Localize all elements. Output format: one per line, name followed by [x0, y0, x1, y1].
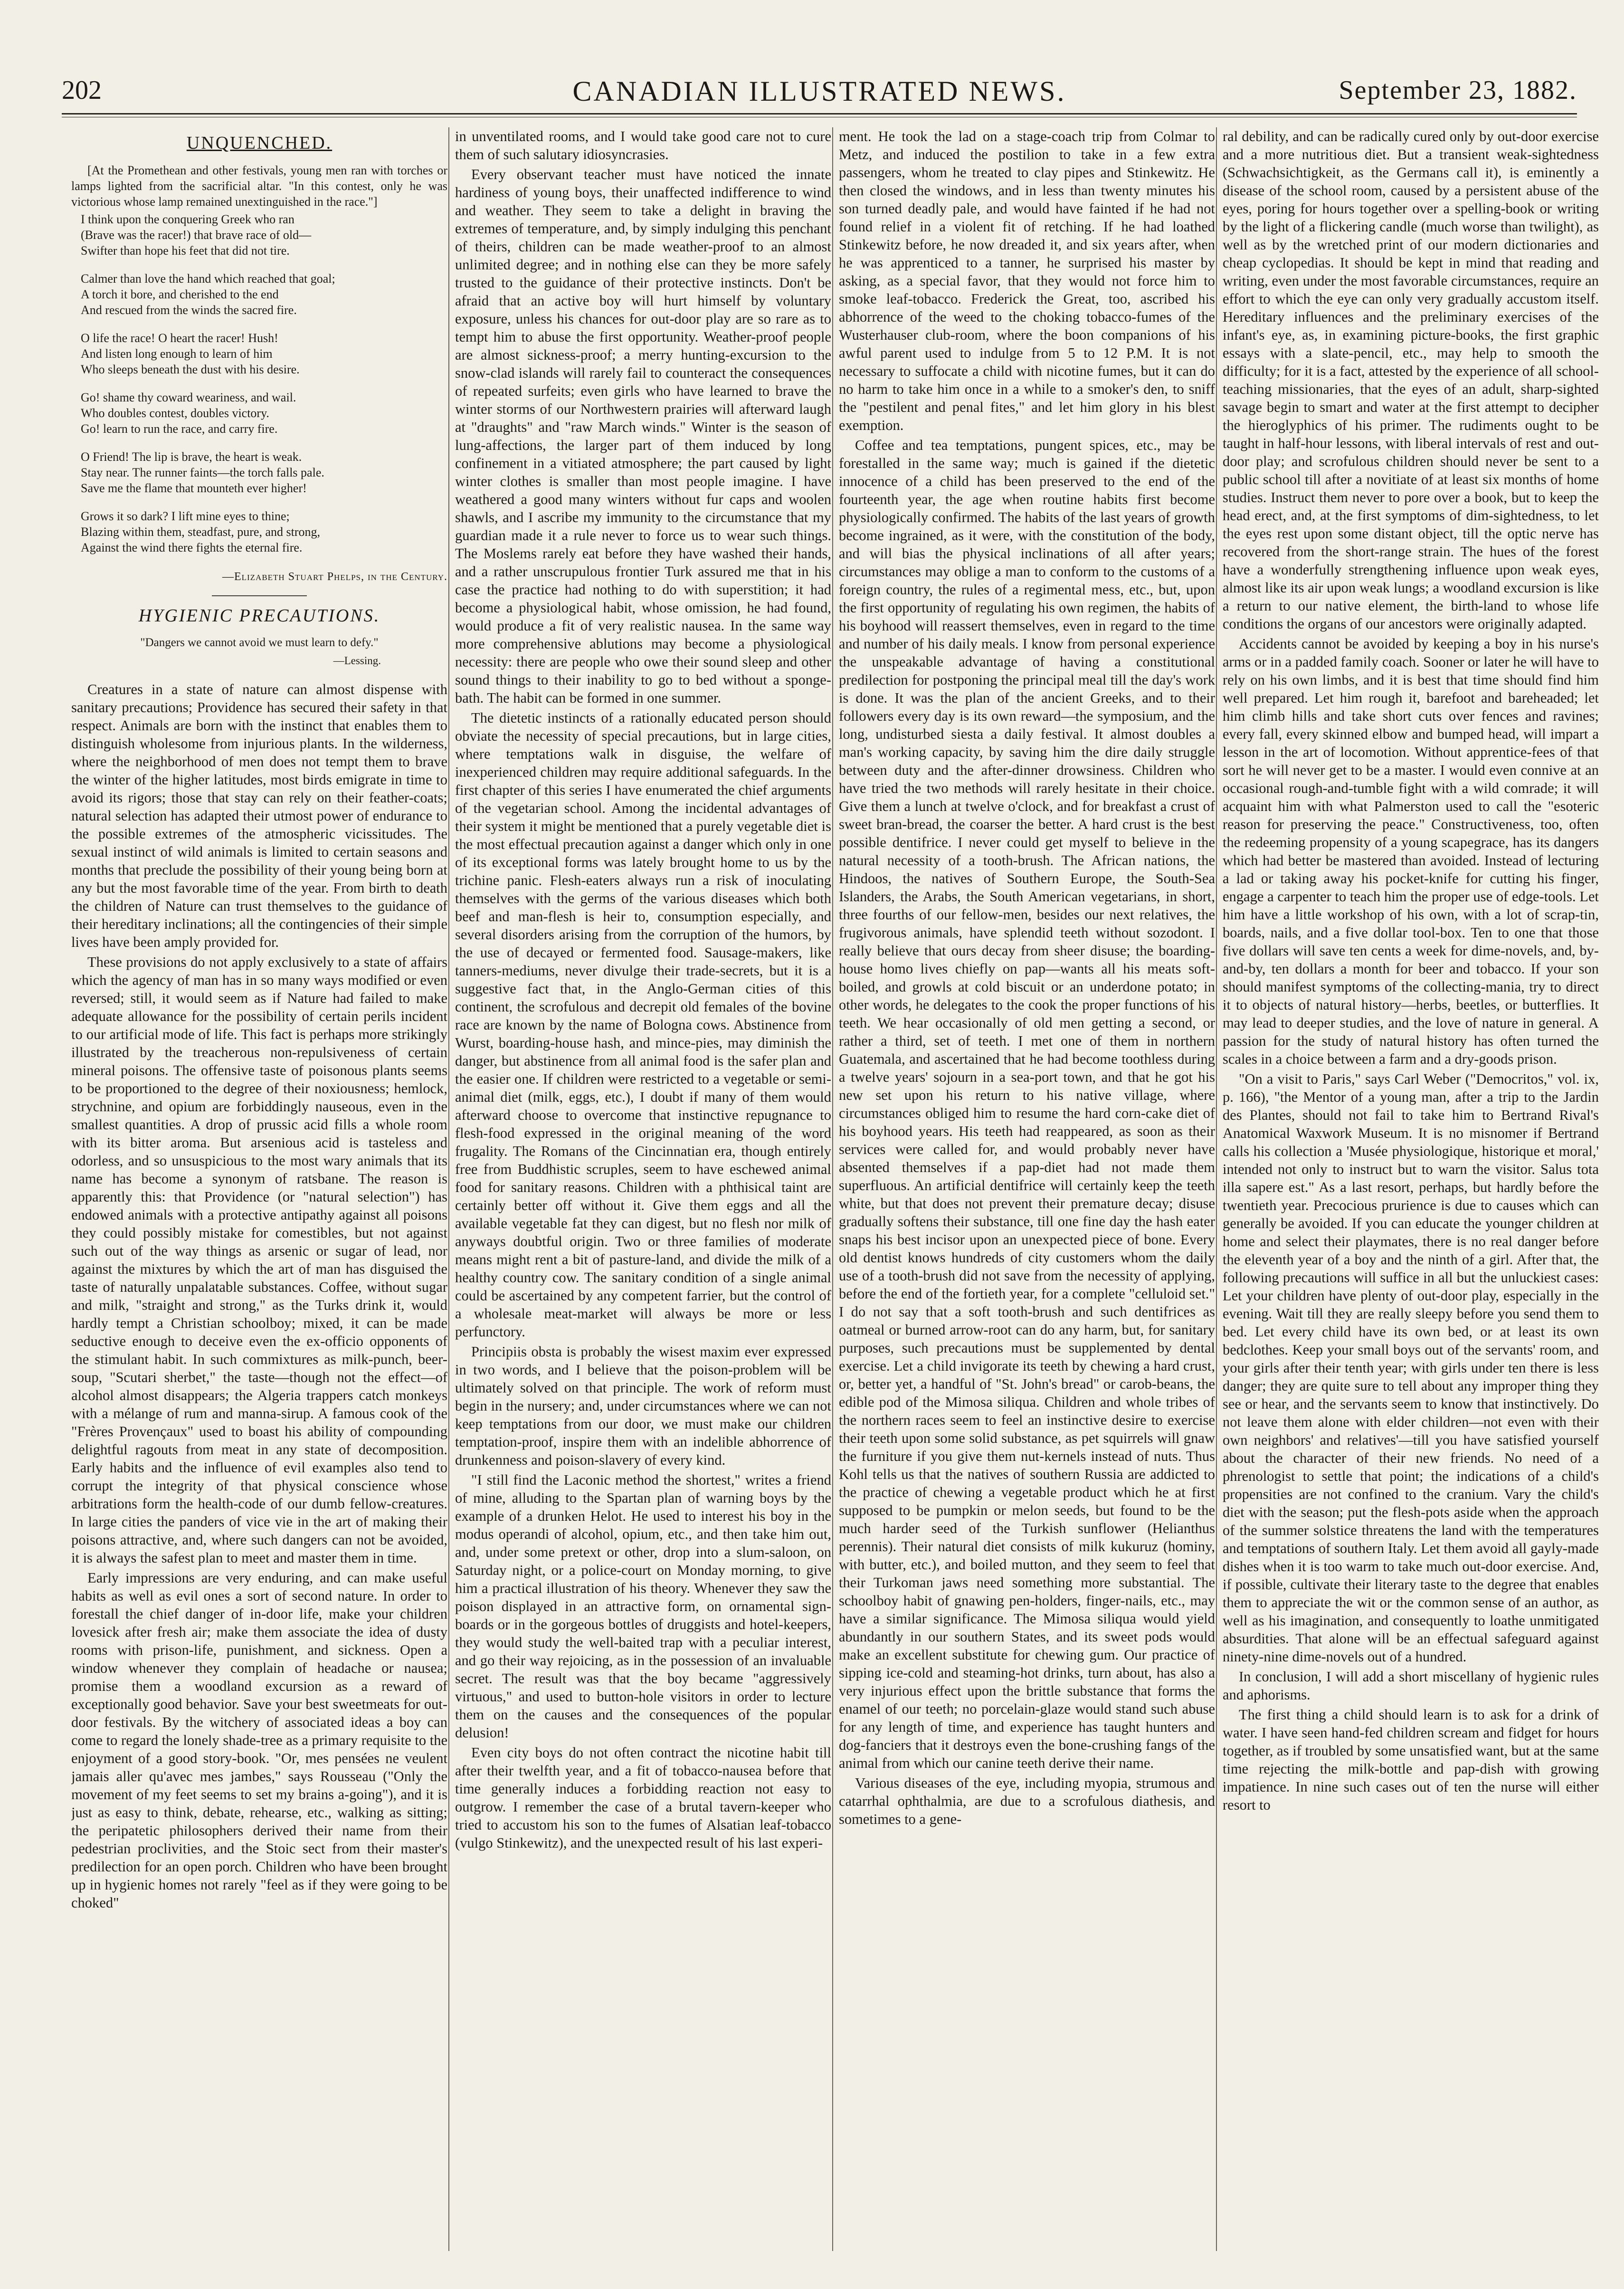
article-paragraph: Early impressions are very enduring, and can make useful habits as well as evil ones a sort of second nature. In order to forestall the chief danger of in-door life, make your children lovesick after fresh air; make them associate the idea of dusty rooms with prison-life, punishment, and sickness. Open a window whenever they complain of headache or nausea; promise them a woodland excursion as a reward of exceptionally good behavior. Save your best sweetmeats for out-door festivals. By the witchery of associated ideas a boy can come to regard the lonely shade-tree as a primary requisite to the enjoyment of a good story-book. "Or, mes pensées ne veulent jamais aller qu'avec mes jambes," says Rousseau ("Only the movement of my feet seems to set my brains a-going"), and it is just as easy to think, debate, rehearse, etc., walking as sitting; the peripatetic philosophers derived their name from their pedestrian proclivities, and the Stoic sect from their master's predilection for an open porch. Children who have been brought up in hygienic homes not rarely "feel as if they were going to be choked" — [71, 1570, 447, 1911]
poem-line: O Friend! The lip is brave, the heart is weak. — [81, 450, 302, 464]
epigraph-author: —Lessing. — [333, 655, 381, 667]
poem-line: Stay near. The runner faints—the torch falls pale. — [81, 466, 324, 479]
column-1 — [71, 127, 447, 2251]
poem-stanza — [71, 271, 447, 318]
header-rule — [62, 113, 1577, 114]
masthead-title: CANADIAN ILLUSTRATED NEWS. — [572, 76, 1066, 107]
article-paragraph: The dietetic instincts of a rationally educated person should obviate the necessity of special precautions, but in large cities, where temptations walk in disguise, the welfare of inexperienced children may require additional safeguards. In the first chapter of this series I have enumerated the chief arguments of the vegetarian school. Among the incidental advantages of their system it might be mentioned that a purely vegetable diet is the most effectual precaution against a danger which only in one of its exceptional forms was lately brought home to us by the trichine panic. Flesh-eaters always run a risk of inoculating themselves with the germs of the various diseases which both beef and man-flesh is heir to, consumption especially, and several disorders arising from the corruption of the humors, by the use of decayed or fermented food. Sausage-makers, like tanners-mediums, never divulge their trade-secrets, but it is a suggestive fact that, in the Anglo-German cities of this continent, the scrofulous and decrepit old females of the bovine race are known by the name of Bologna cows. Abstinence from Wurst, boarding-house hash, and mince-pies, may diminish the danger, but abstinence from all animal food is the safer plan and the easier one. If children were restricted to a vegetable or semi-animal diet (milk, eggs, etc.), I doubt if many of them would afterward choose to overcome that instinctive repugnance to flesh-food expressed in the original meaning of the word frugality. The Romans of the Cincinnatian era, though entirely free from Buddhistic scruples, seem to have eschewed animal food for sanitary reasons. Children with a phthisical taint are certainly better off without it. Give them eggs and all the available vegetable fat they can digest, but no flesh nor milk of anyways doubtful origin. Two or three families of moderate means might rent a bit of pasture-land, and divide the milk of a healthy country cow. The sanitary condition of a single animal could be ascertained by any competent farrier, but the control of a wholesale meat-market will always be more or less perfunctory. — [455, 710, 831, 1340]
column-2 — [455, 127, 831, 2251]
poem-stanza — [71, 211, 447, 258]
article-paragraph: ment. He took the lad on a stage-coach trip from Colmar to Metz, and induced the postilion to take in a few extra passengers, whom he treated to clay pipes and Stinkewitz. He then closed the windows, and in less than twenty minutes his son turned deadly pale, and would have fainted if he had not found relief in a violent fit of retching. If he had loathed Stinkewitz before, he now dreaded it, and six years after, when he was apprenticed to a tanner, he surprised his master by asking, as a special favor, that they would not force him to smoke leaf-tobacco. Frederick the Great, too, ascribed his abhorrence of the weed to the choking tobacco-fumes of the Wusterhauser club-room, where the boon companions of his awful parent used to indulge from 5 to 12 P.M. It is not necessary to suffocate a child with nicotine fumes, but it can do no harm to take him once in a while to a smoker's den, to sniff the "pestilent and penal fites," and let him glory in his blest exemption. — [839, 128, 1215, 433]
poem-line: Go! learn to run the race, and carry fire. — [81, 422, 278, 436]
article-paragraph: Accidents cannot be avoided by keeping a boy in his nurse's arms or in a padded family coach. Sooner or later he will have to rely on his own limbs, and it is best that time should find him well prepared. Let him rough it, barefoot and bareheaded; let him climb hills and take short cuts over fences and ravines; every fall, every skinned elbow and bumped head, will impart a lesson in the art of locomotion. Without apprentice-fees of that sort he will never get to be a master. I would even connive at an occasional rough-and-tumble fight with a wild comrade; it will acquaint him with what Palmerston used to call the "esoteric reason for preserving the peace." Constructiveness, too, often the redeeming propensity of a young scapegrace, has its dangers which had better be mastered than avoided. Instead of lecturing a lad or taking away his pocket-knife for cutting his finger, engage a carpenter to teach him the proper use of edge-tools. Let him have a little workshop of his own, with a lot of scrap-tin, boards, nails, and a five dollar tool-box. Ten to one that those five dollars will save ten cents a week for dime-novels, and, by-and-by, ten dollars a month for beer and tobacco. If your son should manifest symptoms of the collecting-mania, try to direct it to objects of natural history—herbs, beetles, or butterflies. It may lead to deeper studies, and the love of nature in general. A passion for the study of natural history has often turned the scales in a choice between a farm and a dry-goods prison. — [1223, 636, 1599, 1067]
article-paragraph: in unventilated rooms, and I would take good care not to cure them of such salutary idiosyncrasies. — [455, 128, 831, 162]
poem-stanza — [71, 449, 447, 496]
poem-line: Against the wind there fights the eternal fire. — [81, 541, 303, 554]
column-divider — [448, 127, 449, 2251]
poem-line: And listen long enough to learn of him — [81, 347, 273, 361]
article-title: HYGIENIC PRECAUTIONS. — [138, 606, 380, 626]
poem-stanza — [71, 508, 447, 555]
poem-line: Save me the flame that mounteth ever higher! — [81, 481, 307, 495]
article-paragraph: Even city boys do not often contract the nicotine habit till after their twelfth year, and a fit of tobacco-nausea before that time generally induces a forbidding reaction not easy to outgrow. I remember the case of a brutal tavern-keeper who tried to accustom his son to the fumes of Alsatian leaf-tobacco (vulgo Stinkewitz), and the unexpected result of his last experi- — [455, 1745, 831, 1851]
article-paragraph: Coffee and tea temptations, pungent spices, etc., may be forestalled in the same way; much is gained if the dietetic innocence of a child has been preserved to the end of the fourteenth year, the age when routine habits first become physiologically confirmed. The habits of the last years of growth become ingrained, as it were, with the constitution of the body, and will bias the physical inclinations of all after years; circumstances may oblige a man to conform to the customs of a foreign country, the rules of a regimental mess, etc., but, upon the first opportunity of regulating his own regimen, the habits of his boyhood will reassert themselves, even in regard to the time and number of his daily meals. I know from personal experience the unspeakable advantage of having a constitutional predilection for postponing the principal meal till the day's work is done. It was the plan of the ancient Greeks, and to their followers every day is its own reward—the symposium, and the long, undisturbed siesta a daily festival. It almost doubles a man's working capacity, by saving him the dire daily struggle between duty and the after-dinner drowsiness. Children who have tried the two methods will rarely hesitate in their choice. Give them a lunch at twelve o'clock, and for breakfast a crust of sweet bran-bread, the coarser the better. A hard crust is the best possible dentifrice. I never could get myself to believe in the natural necessity of a tooth-brush. The African nations, the Hindoos, the natives of Southern Europe, the South-Sea Islanders, the Arabs, the South American vegetarians, in short, three fourths of our fellow-men, besides our next relatives, the frugivorous animals, have splendid teeth without sozodont. I really believe that ours decay from sheer disuse; the boarding-house homo lives chiefly on pap—wants all his meats soft-boiled, and growls at cold biscuit or an underdone potato; in other words, he delegates to the cook the proper functions of his teeth. We hear occasionally of old men getting a second, or rather a third, set of teeth. I met one of them in northern Guatemala, and ascertained that he had become toothless during a twelve years' sojourn in a sea-port town, and that he got his new set upon his return to his native village, where circumstances obliged him to resume the hard corn-cake diet of his boyhood years. His teeth had reappeared, as soon as their services were called for, and would probably never have absented themselves if a pap-diet had not made them superfluous. An artificial dentifrice will certainly keep the teeth white, but that does not prevent their premature decay; disuse gradually softens their substance, till one fine day the hash eater snaps his best incisor upon an unexpected piece of bone. Every old dentist knows hundreds of city customers whom the daily use of a tooth-brush did not save from the necessity of applying, before the end of the fortieth year, for a complete "celluloid set." I do not say that a soft tooth-brush and such dentifrices as oatmeal or burned arrow-root can do any harm, but, for sanitary purposes, such precautions must be supplemented by dental exercise. Let a child invigorate its teeth by chewing a hard crust, or, better yet, a handful of "St. John's bread" or carob-beans, the edible pod of the Mimosa siliqua. Children and whole tribes of the northern races seem to feel an instinctive desire to exercise their teeth upon some solid substance, as pet squirrels will gnaw the furniture if you give them nut-kernels instead of nuts. Thus Kohl tells us that the natives of southern Russia are addicted to the practice of chewing a vegetable product which he at first supposed to be pumpkin or melon seeds, but found to be the much harder seed of the Turkish sunflower (Helianthus perennis). Their natural diet consists of milk kukuruz (hominy, with butter, etc.), and boiled mutton, and they seem to feel that their Turkoman jaws need something more substantial. The schoolboy habit of gnawing pen-holders, finger-nails, etc., may have a similar significance. The Mimosa siliqua would yield abundantly in our southern States, and its sweet pods would make an excellent substitute for chewing gum. Our practice of sipping ice-cold and steaming-hot drinks, turn about, has also a very injurious effect upon the brittle substance that forms the enamel of our teeth; no porcelain-glaze would stand such abuse for any length of time, and experience has taught hunters and dog-fanciers that it destroys even the bone-crushing fangs of the animal from which our canine teeth derive their name. — [839, 437, 1215, 1771]
poem-title: UNQUENCHED. — [186, 133, 332, 153]
column-divider — [1216, 127, 1217, 2251]
column-4 — [1223, 127, 1599, 2251]
article-paragraph: "I still find the Laconic method the shortest," writes a friend of mine, alluding to the Spartan plan of warning boys by the example of a drunken Helot. He used to interest his boy in the modus operandi of alcohol, opium, etc., and then take him out, and, under some pretext or other, drop into a slum-saloon, on Saturday night, or a police-court on Monday morning, to give him a practical illustration of his theory. Whenever they saw the poison displayed in an attractive form, on ornamental sign-boards or in the gorgeous bottles of druggists and hotel-keepers, they would study the well-baited trap with a peculiar interest, and go their way rejoicing, as in the possession of an invaluable secret. The result was that the boy became "aggressively virtuous," and used to button-hole visitors in order to lecture them on the causes and the consequences of the popular delusion! — [455, 1472, 831, 1741]
article-paragraph: These provisions do not apply exclusively to a state of affairs which the agency of man has in so many ways modified or even reversed; still, it would seem as if Nature had failed to make adequate allowance for the possibility of certain perils incident to our artificial mode of life. This fact is perhaps more strikingly illustrated by the treacherous non-repulsiveness of certain mineral poisons. The offensive taste of poisonous plants seems to be proportioned to the degree of their noxiousness; hemlock, strychnine, and opium are forbiddingly nauseous, even in the smallest quantities. A drop of prussic acid fills a whole room with its bitter aroma. But arsenious acid is tasteless and odorless, and so unsuspicious to the most wary animals that its name has become a synonym of ratsbane. The reason is apparently this: that Providence (or "natural selection") has endowed animals with a protective antipathy against all poisons they could possibly mistake for comestibles, but not against such out of the way things as arsenic or sugar of lead, nor against the mixtures by which the art of man has disguised the taste of naturally unpalatable substances. Coffee, without sugar and milk, "straight and strong," as the Turks drink it, would hardly tempt a Christian schoolboy; mixed, it can be made seductive enough to deceive even the ex-officio opponents of the stimulant habit. In such commixtures as milk-punch, beer-soup, "Scutari sherbet," the taste—though not the effect—of alcohol almost disappears; the Algeria trappers catch monkeys with a mélange of rum and manna-sirup. A famous cook of the "Frères Provençaux" used to boast his ability of compounding delightful ragouts from meat in any state of decomposition. Early habits and the influence of evil examples also tend to corrupt the integrity of that physical conscience whose arbitrations form the health-code of our dumb fellow-creatures. In large cities the panders of vice vie in the art of making their poisons attractive, and, where such dangers can not be avoided, it is always the safest plan to meet and master them in time. — [71, 954, 447, 1566]
poem-stanza — [71, 390, 447, 437]
article-epigraph: "Dangers we cannot avoid we must learn to defy." — [140, 636, 379, 649]
article-paragraph: "On a visit to Paris," says Carl Weber ("Democritos," vol. ix, p. 166), "the Mentor of a young man, after a trip to the Jardin des Plantes, should not fail to take him to Bertrand Rival's Anatomical Waxwork Museum. It is no misnomer if Bertrand calls his collection a 'Musée physiologique, historique et moral,' intended not only to instruct but to warn the visitor. Salus tota illa sapere est." As a last resort, perhaps, but hardly before the twentieth year. Precocious prurience is due to causes which can generally be avoided. If you can educate the younger children at home and select their playmates, there is no real danger before the eleventh year of a boy and the ninth of a girl. After that, the following precautions will suffice in all but the unluckiest cases: Let your children have plenty of out-door play, especially in the evening. Wait till they are really sleepy before you send them to bed. Let every child have its own bed, or at least its own bedclothes. Keep your small boys out of the servants' room, and your girls after their tenth year; with girls under ten there is less danger; they are quite sure to tell about any improper thing they see or hear, and the servants seem to know that instinctively. Do not leave them alone with elder children—not even with their own neighbors' and relatives'—till you have satisfied yourself about the character of their new friends. No need of a phrenologist to settle that point; the indications of a child's propensities are not confined to the cranium. Vary the child's diet with the season; put the flesh-pots aside when the approach of the summer solstice threatens the land with the temperatures and temptations of southern Italy. Let them avoid all gayly-made dishes when it is too warm to take much out-door exercise. And, if possible, cultivate their literary taste to the degree that enables them to appreciate the wit or the common sense of an author, as well as his imagination, and consequently to loathe unmitigated absurdities. That alone will be an effectual safeguard against ninety-nine dime-novels out of a hundred. — [1223, 1071, 1599, 1665]
section-divider — [212, 595, 307, 596]
poem-intro: [At the Promethean and other festivals, young men ran with torches or lamps lighted from the sacrificial altar. "In this contest, only he was victorious whose lamp remained unextinguished in the race."] — [71, 163, 447, 209]
article-paragraph: The first thing a child should learn is to ask for a drink of water. I have seen hand-fed children scream and fidget for hours together, as if troubled by some unsatisfied want, but at the same time rejecting the milk-bottle and pap-dish with growing impatience. In nine such cases out of ten the nurse will either resort to — [1223, 1707, 1599, 1813]
poem-line: Grows it so dark? I lift mine eyes to thine; — [81, 509, 290, 523]
poem-line: Who sleeps beneath the dust with his desire. — [81, 362, 300, 376]
article-paragraph: Creatures in a state of nature can almost dispense with sanitary precautions; Providence has secured their safety in that respect. Animals are born with the instinct that enables them to distinguish wholesome from injurious plants. In the wilderness, where the neighborhood of men does not tempt them to brave the winter of the higher latitudes, most birds emigrate in time to avoid its rigors; those that stay can rely on their feather-coats; natural selection has adapted their utmost power of endurance to the possible extremes of the atmospheric vicissitudes. The sexual instinct of wild animals is limited to certain seasons and months that preclude the possibility of their young being born at any but the most favorable time of the year. From birth to death the children of Nature can trust themselves to the guidance of their hereditary inclinations; all the contingencies of their simple lives have been amply provided for. — [71, 681, 447, 950]
column-divider — [832, 127, 833, 2251]
page-header — [62, 71, 1577, 109]
poem-line: Calmer than love the hand which reached that goal; — [81, 272, 335, 286]
poem-line: And rescued from the winds the sacred fire. — [81, 303, 297, 317]
poem-line: I think upon the conquering Greek who ran — [81, 212, 294, 226]
article-paragraph: Principiis obsta is probably the wisest maxim ever expressed in two words, and I believe that the poison-problem will be ultimately solved on that principle. The work of reform must begin in the nursery; and, under circumstances where we can not keep temptations from our door, we must make our children temptation-proof, inspire them with an indelible abhorrence of drunkenness and poison-slavery of every kind. — [455, 1344, 831, 1468]
poem-line: Swifter than hope his feet that did not tire. — [81, 244, 290, 258]
article-paragraph: Every observant teacher must have noticed the innate hardiness of young boys, their unaffected indifference to wind and weather. They seem to take a delight in braving the extremes of temperature, and, by simply indulging this penchant of theirs, children can be made weather-proof to an almost unlimited degree; and in nothing else can they be more safely trusted to the guidance of their protective instincts. Don't be afraid that an active boy will hurt himself by voluntary exposure, unless his chances for out-door play are so rare as to tempt him to abuse the first opportunity. Weather-proof people are almost sickness-proof; a merry hunting-excursion to the snow-clad islands will rarely fail to counteract the consequences of repeated surfeits; even girls who have learned to brave the winter storms of our Northwestern prairies will afterward laugh at "draughts" and "raw March winds." Winter is the season of lung-affections, the larger part of them induced by long confinement in a vitiated atmosphere; the part caused by light winter clothes is smaller than most people imagine. I have weathered a good many winters without fur caps and woolen shawls, and I ascribe my immunity to the circumstance that my guardian made it a rule never to force us to wear such things. The Moslems rarely eat before they have washed their hands, and a rather unscrupulous frontier Turk assured me that in his case the practice had nothing to do with superstition; it had become a physiological habit, whose omission, he had found, would produce a fit of very realistic nausea. In the same way more comprehensive ablutions may become a physiological necessity: there are people who owe their sound sleep and other sound things to their inability to go to bed without a sponge-bath. The habit can be formed in one summer. — [455, 166, 831, 706]
poem-line: Blazing within them, steadfast, pure, and strong, — [81, 525, 321, 539]
poem-line: A torch it bore, and cherished to the end — [81, 287, 279, 301]
poem-line: O life the race! O heart the racer! Hush! — [81, 331, 278, 345]
article-paragraph: Various diseases of the eye, including myopia, strumous and catarrhal ophthalmia, are due to a scrofulous diathesis, and sometimes to a gene- — [839, 1775, 1215, 1827]
column-3 — [839, 127, 1215, 2251]
poem-line: Who doubles contest, doubles victory. — [81, 406, 269, 420]
article-paragraph: ral debility, and can be radically cured only by out-door exercise and a more nutritious diet. But a transient weak-sightedness (Schwachsichtigkeit, as the Germans call it), is eminently a disease of the school room, caused by a persistent abuse of the eyes, poring for hours together over a spelling-book or writing by the light of a flickering candle (much worse than twilight), as well as by the wretched print of our modern dictionaries and cheap cyclopedias. It should be kept in mind that reading and writing, even under the most favorable circumstances, require an effort to which the eye can only very gradually accustom itself. Hereditary influences and the preliminary exercises of the infant's eye, as, in examining picture-books, the first graphic essays with a slate-pencil, etc., may help to smooth the difficulty; for it is a fact, attested by the experience of all school-teaching missionaries, that the eyes of an adult, sharp-sighted savage begin to smart and water at the first attempt to decipher the hieroglyphics of his primer. The rudiments ought to be taught in half-hour lessons, with liberal intervals of rest and out-door play; and scrofulous children should never be sent to a public school till after a novitiate of at least six months of home studies. Instruct them never to pore over a book, but to keep the head erect, and, at the first symptoms of dim-sightedness, to let the eyes rest upon some distant object, till the optic nerve has recovered from the short-range strain. The hues of the forest have a wonderfully strengthening influence upon weak eyes, almost like its air upon weak lungs; a woodland excursion is like a return to our native element, the birth-land to whose life conditions the organs of our ancestors were originally adapted. — [1223, 128, 1599, 632]
issue-date: September 23, 1882. — [1339, 76, 1577, 105]
article-paragraph: In conclusion, I will add a short miscellany of hygienic rules and aphorisms. — [1223, 1669, 1599, 1703]
poem-line: Go! shame thy coward weariness, and wail. — [81, 391, 296, 404]
poem-byline: —Elizabeth Stuart Phelps, in the Century. — [222, 571, 447, 583]
poem-stanza — [71, 330, 447, 377]
page-number: 202 — [62, 76, 102, 105]
poem-line: (Brave was the racer!) that brave race of old— — [81, 228, 312, 242]
